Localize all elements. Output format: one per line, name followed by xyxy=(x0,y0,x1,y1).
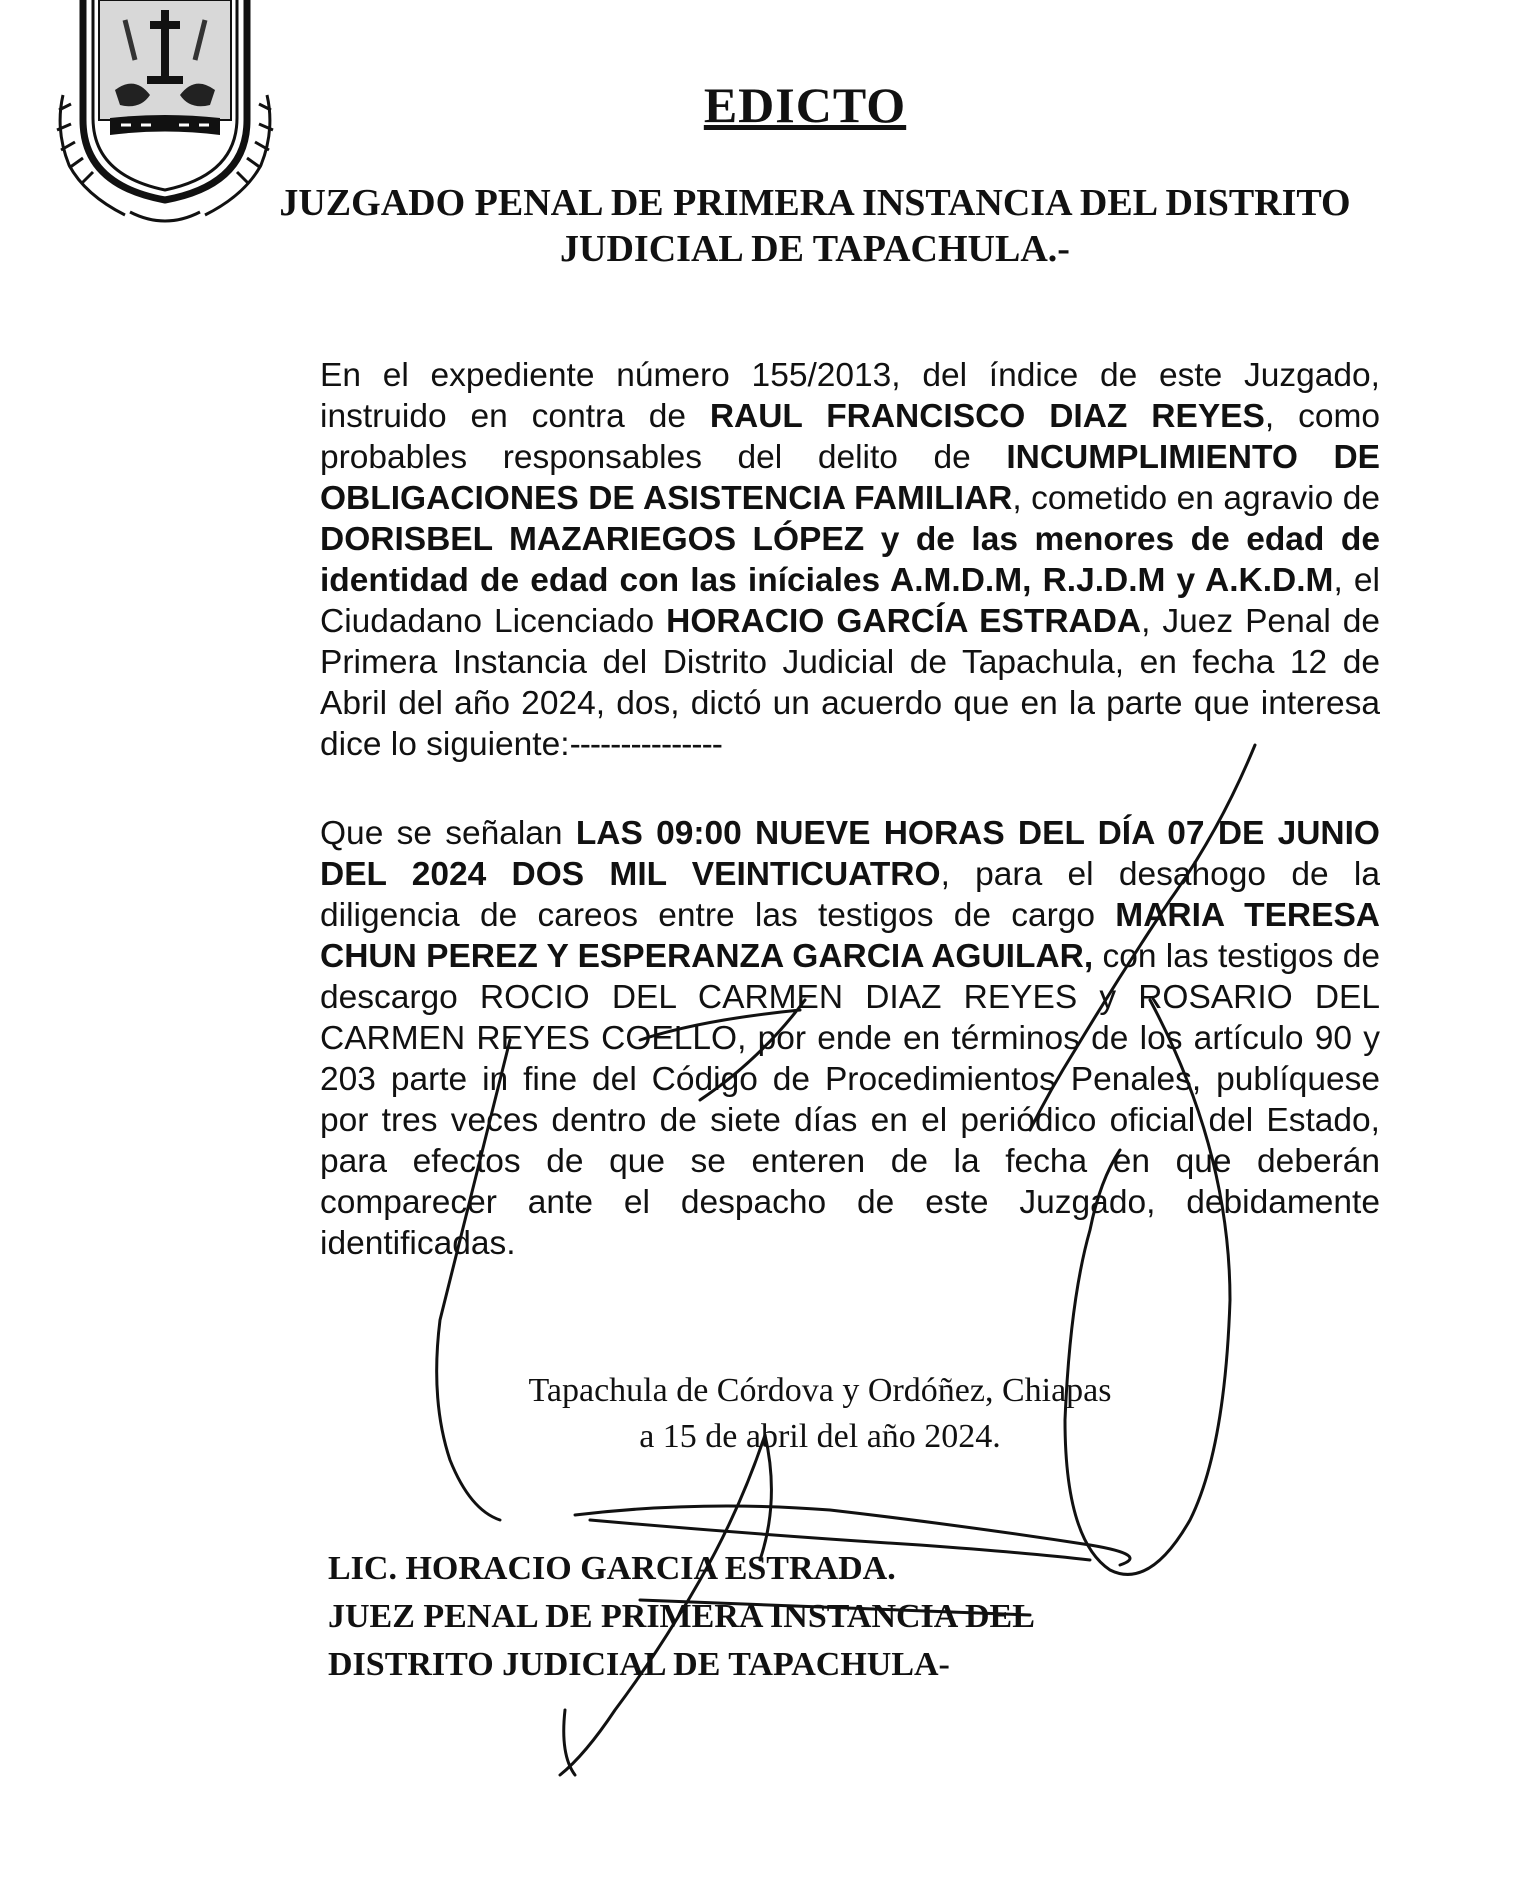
accused-name: RAUL FRANCISCO DIAZ REYES xyxy=(709,398,1265,435)
p2-text-3: con las testigos de descargo ROCIO DEL CARMEN DIAZ REYES y ROSARIO DEL CARMEN REYES COELLO, por ende en términos de los artículo 90 y 203 parte in fine del Código de Procedimientos Penales, publíquese por tres veces dentro de siete días en el periódico oficial del Estado, para efectos de que se enteren de la fecha en que deberán comparecer ante el despacho de este Juzgado, debidamente identificadas. xyxy=(320,938,1380,1262)
victims-names: DORISBEL MAZARIEGOS LÓPEZ y de las menores de edad de identidad de edad con las iníciales A.M.D.M, R.J.D.M y A.K.D.M xyxy=(320,521,1380,599)
prosecution-witnesses: MARIA TERESA CHUN PEREZ Y ESPERANZA GARCIA AGUILAR, xyxy=(320,897,1380,975)
court-line-1: JUZGADO PENAL DE PRIMERA INSTANCIA DEL DISTRITO xyxy=(279,182,1351,224)
p2-text-2: , para el desahogo de la diligencia de careos entre las testigos de cargo xyxy=(320,856,1380,934)
signer-block xyxy=(328,1545,1035,1689)
crime-name: INCUMPLIMIENTO DE OBLIGACIONES DE ASISTENCIA FAMILIAR xyxy=(320,439,1380,517)
judge-name: HORACIO GARCÍA ESTRADA xyxy=(666,603,1142,640)
hearing-date: LAS 09:00 NUEVE HORAS DEL DÍA 07 DE JUNIO DEL 2024 DOS MIL VEINTICUATRO xyxy=(320,815,1380,893)
p2-text-1: Que se señalan xyxy=(320,815,576,852)
p1-text-4: , el Ciudadano Licenciado xyxy=(320,562,1380,640)
p1-text-5: , Juez Penal de Primera Instancia del Distrito Judicial de Tapachula, en fecha 12 de Abril del año 2024, dos, dictó un acuerdo que en la parte que interesa dice lo siguiente: xyxy=(320,603,1380,763)
date-line: a 15 de abril del año 2024. xyxy=(639,1418,1001,1455)
p1-text-3: , cometido en agravio de xyxy=(1012,480,1380,517)
court-heading xyxy=(240,180,1390,272)
p1-text-2: , como probables responsables del delito de xyxy=(320,398,1380,476)
signer-role-line-1: JUEZ PENAL DE PRIMERA INSTANCIA DEL xyxy=(328,1598,1035,1635)
place-and-date xyxy=(440,1368,1200,1460)
p1-text-1: En el expediente número 155/2013, del índice de este Juzgado, instruido en contra de xyxy=(320,357,1380,435)
court-line-2: JUDICIAL DE TAPACHULA.- xyxy=(560,228,1070,270)
paragraph-hearing-order xyxy=(320,813,1380,1264)
filler-dashes: --------------- xyxy=(569,726,722,763)
paragraph-case-details xyxy=(320,355,1380,765)
document-title: EDICTO xyxy=(703,77,907,133)
place-line: Tapachula de Córdova y Ordóñez, Chiapas xyxy=(528,1372,1112,1409)
signer-role-line-2: DISTRITO JUDICIAL DE TAPACHULA- xyxy=(328,1646,950,1683)
signer-name: LIC. HORACIO GARCIA ESTRADA. xyxy=(328,1550,896,1587)
